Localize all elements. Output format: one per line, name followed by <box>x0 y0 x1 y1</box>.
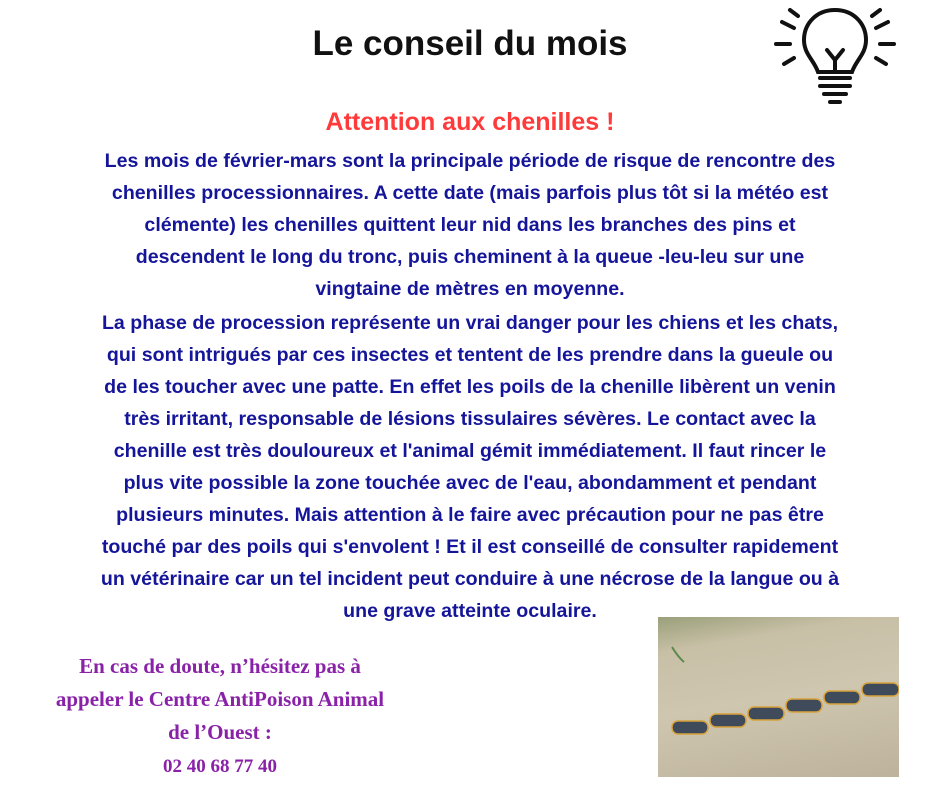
page-title: Le conseil du mois <box>312 24 628 63</box>
text-line: une grave atteinte oculaire. <box>343 600 597 622</box>
subtitle: Attention aux chenilles ! <box>325 108 615 136</box>
contact-line: de l’Ouest : <box>168 720 272 744</box>
text-line: La phase de procession représente un vrai danger pour les chiens et les chats, <box>101 312 839 334</box>
text-line: Les mois de février-mars sont la principale période de risque de rencontre des <box>104 150 836 172</box>
contact-line: appeler le Centre AntiPoison Animal <box>55 687 385 711</box>
contact-line: En cas de doute, n’hésitez pas à <box>79 654 361 678</box>
text-line: de les toucher avec une patte. En effet les poils de la chenille libèrent un venin <box>104 376 836 398</box>
text-line: plusieurs minutes. Mais attention à le faire avec précaution pour ne pas être <box>116 504 824 526</box>
article-body <box>0 145 940 627</box>
text-line: touché par des poils qui s'envolent ! Et il est conseillé de consulter rapidement <box>101 536 839 558</box>
text-line: clémente) les chenilles quittent leur nid dans les branches des pins et <box>144 214 796 236</box>
text-line: vingtaine de mètres en moyenne. <box>315 278 625 300</box>
text-line: qui sont intrigués par ces insectes et tentent de les prendre dans la gueule ou <box>106 344 834 366</box>
text-line: très irritant, responsable de lésions tissulaires sévères. Le contact avec la <box>124 408 816 430</box>
text-line: descendent le long du tronc, puis cheminent à la queue -leu-leu sur une <box>135 246 805 268</box>
text-line: plus vite possible la zone touchée avec de l'eau, abondamment et pendant <box>123 472 817 494</box>
text-line: un vétérinaire car un tel incident peut conduire à une nécrose de la langue ou à <box>100 568 840 590</box>
text-line: chenilles processionnaires. A cette date (mais parfois plus tôt si la météo est <box>111 182 829 204</box>
lightbulb-icon <box>772 2 898 108</box>
text-line: chenille est très douloureux et l'animal gémit immédiatement. Il faut rincer le <box>113 440 827 462</box>
contact-info <box>0 650 440 783</box>
phone-number: 02 40 68 77 40 <box>163 756 277 777</box>
caterpillar-photo <box>658 617 899 777</box>
